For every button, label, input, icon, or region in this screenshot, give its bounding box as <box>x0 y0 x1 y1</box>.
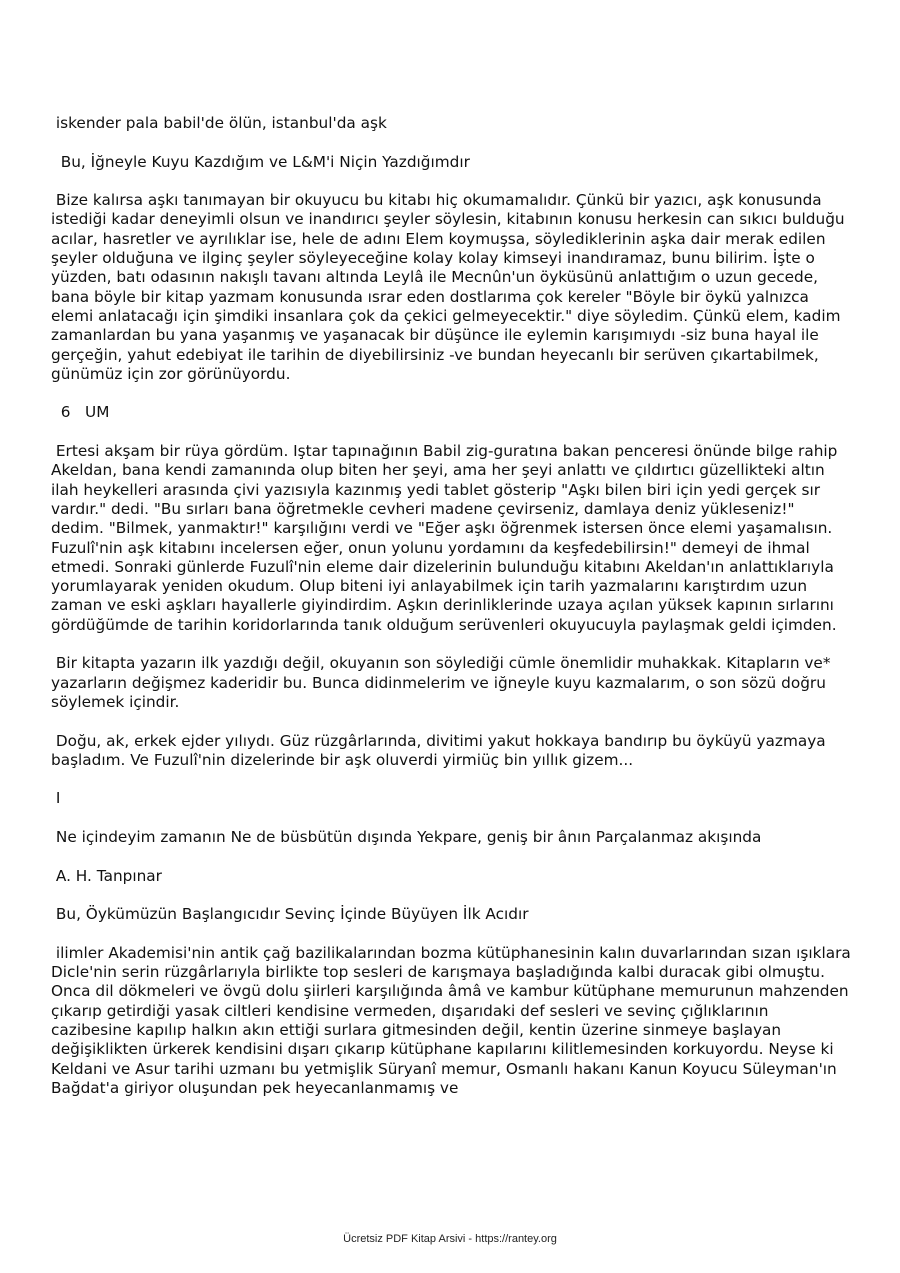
paragraph-4: Doğu, ak, erkek ejder yılıydı. Güz rüzgârlarında, divitimi yakut hokkaya bandırıp bu öyküyü yazmaya başladım. Ve Fuzulî'nin dizelerinde bir aşk oluverdi yirmiüç bin yıllık gizem... <box>51 731 831 769</box>
epigraph: Ne içindeyim zamanın Ne de büsbütün dışında Yekpare, geniş bir ânın Parçalanmaz akışında <box>51 827 762 846</box>
chapter-number: I <box>51 789 61 808</box>
paragraph-1: Bize kalırsa aşkı tanımayan bir okuyucu bu kitabı hiç okumamalıdır. Çünkü bir yazıcı, aşk konusunda istediği kadar deneyimli olsun ve inandırıcı şeyler söylesin, kitabının konusu herkesin can sıkıcı bulduğu acılar, hasretler ve ayrılıklar ise, hele de adını Elem koymuşsa, söylediklerinin aşka dair merak edilen şeyler olduğuna ve ilginç şeyler söyleyeceğine kolay kolay kimseyi inandıramaz, bunu bilirim. İşte o yüzden, batı odasının nakışlı tavanı altında Leylâ ile Mecnûn'un öyküsünü anlattığım o uzun gecede, bana böyle bir kitap yazmam konusunda ısrar eden dostlarıma çok kereler "Böyle bir öykü yalnızca elemi anlatacağı için şimdiki insanlara çok da çekici gelmeyecektir." diye söyledim. Çünkü elem, kadim zamanlardan bu yana yaşanmış ve yaşanacak bir düşünce ile eylemin karışımıydı -siz buna hayal ile gerçeğin, yahut edebiyat ile tarihin de diyebilirsiniz -ve bundan heyecanlı bir serüven çıkartabilmek, günümüz için zor görünüyordu. <box>51 191 850 383</box>
document-title-line: iskender pala babil'de ölün, istanbul'da aşk <box>51 114 387 132</box>
document-body <box>51 114 856 1117</box>
paragraph-3: Bir kitapta yazarın ilk yazdığı değil, okuyanın son söylediği cümle önemlidir muhakkak. Kitapların ve* yazarların değişmez kaderidir bu. Bunca didinmelerim ve iğneyle kuyu kazmalarım, o son sözü doğru söylemek içindir. <box>51 654 836 711</box>
paragraph-5: ilimler Akademisi'nin antik çağ bazilikalarından bozma kütüphanesinin kalın duvarlarından sızan ışıklara Dicle'nin serin rüzgârlarıyla birlikte top sesleri de karışmaya başladığında kalbi duracak gibi olmuştu. Onca dil dökmeleri ve övgü dolu şiirleri karşılığında âmâ ve kambur kütüphane memurunun mahzenden çıkarıp getirdiği yasak ciltleri kendisine vermeden, dışarıdaki def sesleri ve sevinç çığlıklarının cazibesine kapılıp halkın akın ettiği surlara gitmesinden değil, kentin üzerine sinmeye başlayan değişiklikten ürkerek kendisini dışarı çıkarıp kütüphane kapılarını kilitlemesinden korkuyordu. Neyse ki Keldani ve Asur tarihi uzmanı bu yetmişlik Süryanî memur, Osmanlı hakanı Kanun Koyucu Süleyman'ın Bağdat'a giriyor oluşundan pek heyecanlanmamış ve <box>51 943 856 1097</box>
epigraph-author: A. H. Tanpınar <box>51 866 162 885</box>
paragraph-2: Ertesi akşam bir rüya gördüm. Iştar tapınağının Babil zig-guratına bakan penceresi önünde bilge rahip Akeldan, bana kendi zamanında olup biten her şeyi, ama her şeyi anlattı ve çıldırtıcı güzellikteki altın ilah heykelleri arasında çivi yazısıyla kazınmış yedi tablet gösterip "Aşkı bilen biri için yedi gerçek sır vardır." dedi. "Bu sırları bana öğretmekle cevheri madene çevirseniz, damlaya deniz yükleseniz!" dedim. "Bilmek, yanmaktır!" karşılığını verdi ve "Eğer aşkı öğrenmek istersen önce elemi yaşamalısın. Fuzulî'nin aşk kitabını incelersen eğer, onun yolunu yordamını da keşfedebilirsin!" demeyi de ihmal etmedi. Sonraki günlerde Fuzulî'nin eleme dair dizelerinin bulunduğu kitabını Akeldan'ın anlattıklarıyla yorumlayarak yeniden okudum. Olup biteni iyi anlayabilmek için tarih yazmalarını karıştırdım uzun zaman ve eski aşkları hayallerle giyindirdim. Aşkın derinliklerinde uzaya açılan yüksek kapının sırlarını gördüğümde de tarihin koridorlarında tanık olduğum serüvenleri okuyucuyla paylaşmak geldi içimden. <box>51 442 843 634</box>
page-marker: 6 UM <box>51 403 110 422</box>
section-title: Bu, İğneyle Kuyu Kazdığım ve L&M'i Niçin Yazdığımdır <box>51 152 470 171</box>
footer-text: Ücretsiz PDF Kitap Arsivi - https://rantey.org <box>343 1233 557 1245</box>
chapter-title: Bu, Öykümüzün Başlangıcıdır Sevinç İçinde Büyüyen İlk Acıdır <box>51 905 529 924</box>
